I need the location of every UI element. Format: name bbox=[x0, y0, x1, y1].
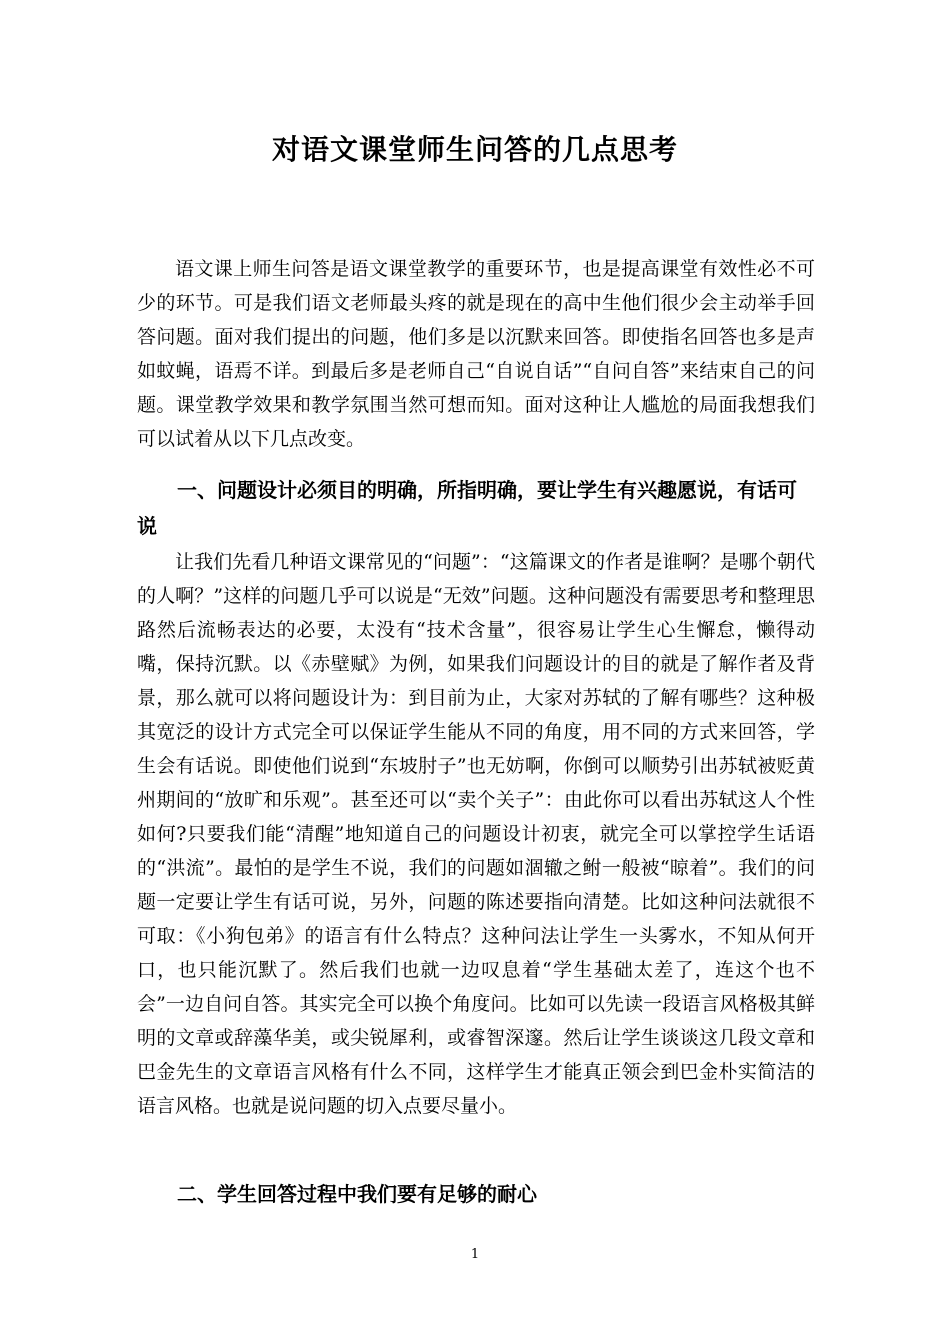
section-heading-2: 二、学生回答过程中我们要有足够的耐心 bbox=[177, 1182, 537, 1206]
section-heading-1: 一、问题设计必须目的明确，所指明确，要让学生有兴趣愿说，有话可说 bbox=[137, 478, 797, 538]
section-1-paragraph: 让我们先看几种语文课常见的“问题”：“这篇课文的作者是谁啊？是哪个朝代的人啊？”这样的问题几乎可以说是“无效”问题。这种问题没有需要思考和整理思路然后流畅表达的必要，太没有“技术含量”，很容易让学生心生懈怠，懒得动嘴，保持沉默。以《赤壁赋》为例，如果我们问题设计的目的就是了解作者及背景，那么就可以将问题设计为：到目前为止，大家对苏轼的了解有哪些？这种极其宽泛的设计方式完全可以保证学生能从不同的角度，用不同的方式来回答，学生会有话说。即使他们说到“东坡肘子”也无妨啊，你倒可以顺势引出苏轼被贬黄州期间的“放旷和乐观”。甚至还可以“卖个关子”：由此你可以看出苏轼这人个性如何?只要我们能“清醒”地知道自己的问题设计初衷，就完全可以掌控学生话语的“洪流”。最怕的是学生不说，我们的问题如涸辙之鲋一般被“晾着”。我们的问题一定要让学生有话可说，另外，问题的陈述要指向清楚。比如这种问法就很不可取：《小狗包弟》的语言有什么特点？这种问法让学生一头雾水，不知从何开口，也只能沉默了。然后我们也就一边叹息着“学生基础太差了，连这个也不会”一边自问自答。其实完全可以换个角度问。比如可以先读一段语言风格极其鲜明的文章或辞藻华美，或尖锐犀利，或睿智深邃。然后让学生谈谈这几段文章和巴金先生的文章语言风格有什么不同，这样学生才能真正领会到巴金朴实简洁的语言风格。也就是说问题的切入点要尽量小。 bbox=[137, 551, 815, 1117]
page-number: 1 bbox=[470, 1247, 480, 1262]
document-title: 对语文课堂师生问答的几点思考 bbox=[271, 133, 678, 166]
intro-paragraph: 语文课上师生问答是语文课堂教学的重要环节，也是提高课堂有效性必不可少的环节。可是我们语文老师最头疼的就是现在的高中生他们很少会主动举手回答问题。面对我们提出的问题，他们多是以沉默来回答。即使指名回答也多是声如蚊蝇，语焉不详。到最后多是老师自己“自说自话”“自问自答”来结束自己的问题。课堂教学效果和教学氛围当然可想而知。面对这种让人尴尬的局面我想我们可以试着从以下几点改变。 bbox=[137, 258, 815, 450]
